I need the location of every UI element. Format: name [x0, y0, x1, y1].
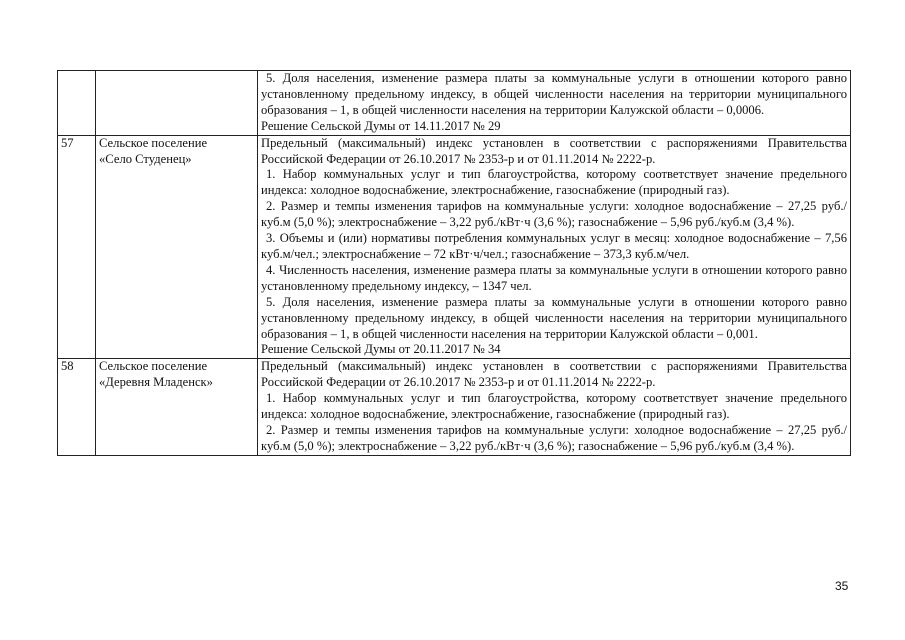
table-row	[58, 71, 851, 136]
settlement-name-line1: Сельское поселение	[99, 359, 208, 374]
tariff-index-table	[57, 70, 851, 456]
settlement-name-line2: «Село Студенец»	[99, 151, 192, 166]
index-description	[258, 135, 851, 359]
row-number: 57	[58, 135, 96, 359]
council-decision: Решение Сельской Думы от 14.11.2017 № 29	[261, 118, 501, 133]
page-number: 35	[835, 579, 849, 593]
description-paragraph: Предельный (максимальный) индекс установлен в соответствии с распоряжениями Правительства Российской Федерации от 26.10.2017 № 2353-р и от 01.11.2014 № 2222-р.	[261, 359, 847, 390]
row-number: 58	[58, 359, 96, 455]
description-paragraph: 4. Численность населения, изменение размера платы за коммунальные услуги в отношении которого равно установленному предельному индексу, – 1347 чел.	[261, 262, 847, 293]
description-paragraph: 3. Объемы и (или) нормативы потребления коммунальных услуг в месяц: холодное водоснабжение – 7,56 куб.м/чел.; электроснабжение – 72 кВт·ч/чел.; газоснабжение – 373,3 куб.м/чел.	[261, 231, 847, 261]
description-paragraph: 2. Размер и темпы изменения тарифов на коммунальные услуги: холодное водоснабжение – 27,25 руб./куб.м (5,0 %); электроснабжение – 3,22 руб./кВт·ч (3,6 %); газоснабжение – 5,96 руб./куб.м (3,4 %).	[261, 422, 847, 453]
settlement-name	[96, 135, 258, 359]
description-paragraph: Предельный (максимальный) индекс установлен в соответствии с распоряжениями Правительства Российской Федерации от 26.10.2017 № 2353-р и от 01.11.2014 № 2222-р.	[261, 135, 847, 166]
description-paragraph: 1. Набор коммунальных услуг и тип благоустройства, которому соответствует значение предельного индекса: холодное водоснабжение, электроснабжение, газоснабжение (природный газ).	[261, 391, 847, 422]
description-paragraph: 1. Набор коммунальных услуг и тип благоустройства, которому соответствует значение предельного индекса: холодное водоснабжение, электроснабжение, газоснабжение (природный газ).	[261, 167, 847, 198]
index-description	[258, 359, 851, 455]
description-paragraph: 5. Доля населения, изменение размера платы за коммунальные услуги в отношении которого равно установленному предельному индексу, в общей численности населения на территории муниципального образования – 1, в общей численности населения на территории Калужской области – 0,001.	[261, 294, 847, 341]
council-decision: Решение Сельской Думы от 20.11.2017 № 34	[261, 342, 501, 357]
settlement-name-line2: «Деревня Младенск»	[99, 375, 213, 390]
settlement-name-line1: Сельское поселение	[99, 135, 208, 150]
settlement-name	[96, 359, 258, 455]
description-paragraph: 2. Размер и темпы изменения тарифов на коммунальные услуги: холодное водоснабжение – 27,25 руб./куб.м (5,0 %); электроснабжение – 3,22 руб./кВт·ч (3,6 %); газоснабжение – 5,96 руб./куб.м (3,4 %).	[261, 199, 847, 230]
table-row	[58, 359, 851, 455]
row-number	[58, 71, 96, 136]
settlement-name	[96, 71, 258, 136]
description-paragraph: 5. Доля населения, изменение размера платы за коммунальные услуги в отношении которого равно установленному предельному индексу, в общей численности населения на территории муниципального образования – 1, в общей численности населения на территории Калужской области – 0,0006.	[261, 71, 847, 117]
index-description	[258, 71, 851, 136]
table-row	[58, 135, 851, 359]
